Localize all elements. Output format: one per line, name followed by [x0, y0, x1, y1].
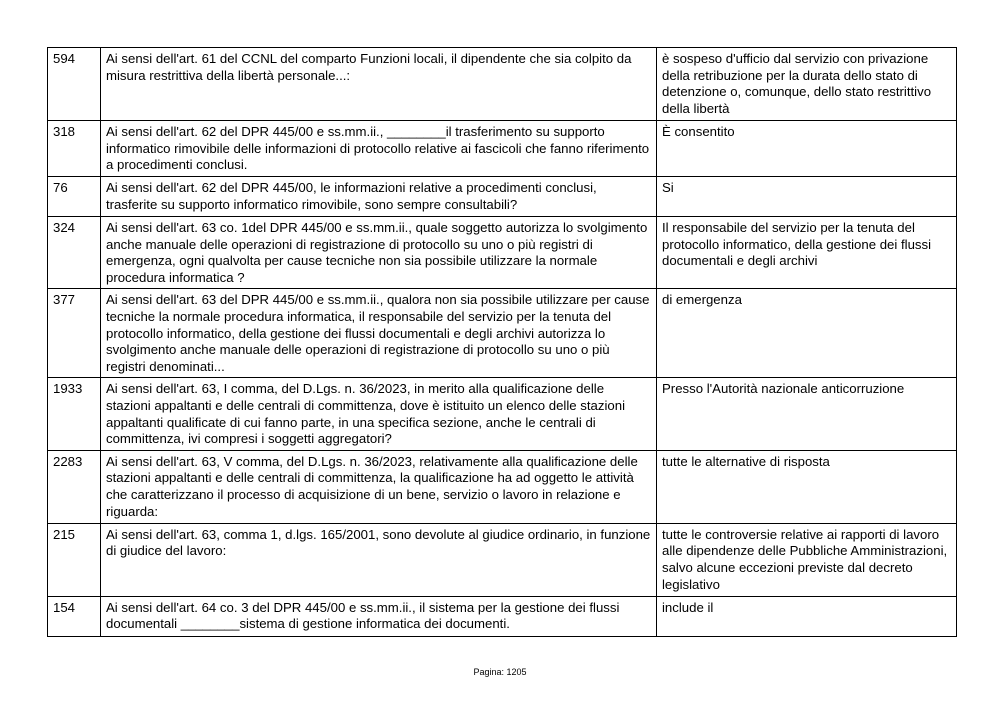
qa-table [47, 47, 957, 637]
row-answer: tutte le alternative di risposta [657, 450, 957, 523]
row-answer: di emergenza [657, 289, 957, 378]
row-answer: Il responsabile del servizio per la tenuta del protocollo informatico, della gestione dei flussi documentali e degli archivi [657, 217, 957, 289]
row-id: 377 [48, 289, 101, 378]
row-id: 2283 [48, 450, 101, 523]
table-row [48, 378, 957, 450]
row-answer: è sospeso d'ufficio dal servizio con privazione della retribuzione per la durata dello stato di detenzione o, comunque, dello stato restrittivo della libertà [657, 48, 957, 121]
table-row [48, 523, 957, 596]
table-row [48, 596, 957, 636]
row-id: 76 [48, 177, 101, 217]
row-answer: Presso l'Autorità nazionale anticorruzione [657, 378, 957, 450]
row-question: Ai sensi dell'art. 63, V comma, del D.Lgs. n. 36/2023, relativamente alla qualificazione delle stazioni appaltanti e delle centrali di committenza, la qualificazione ha ad oggetto le attività che caratterizzano il processo di acquisizione di un bene, servizio o lavoro in relazione e riguarda: [101, 450, 657, 523]
row-question: Ai sensi dell'art. 64 co. 3 del DPR 445/00 e ss.mm.ii., il sistema per la gestione dei flussi documentali ________sistema di gestione informatica dei documenti. [101, 596, 657, 636]
table-row [48, 121, 957, 177]
table-row [48, 177, 957, 217]
table-row [48, 48, 957, 121]
page-number: Pagina: 1205 [473, 667, 527, 677]
row-id: 154 [48, 596, 101, 636]
row-question: Ai sensi dell'art. 63, comma 1, d.lgs. 165/2001, sono devolute al giudice ordinario, in funzione di giudice del lavoro: [101, 523, 657, 596]
row-question: Ai sensi dell'art. 63 co. 1del DPR 445/00 e ss.mm.ii., quale soggetto autorizza lo svolgimento anche manuale delle operazioni di registrazione di protocollo su uno o più registri di emergenza, ogni qualvolta per cause tecniche non sia possibile utilizzare la normale procedura informatica ? [101, 217, 657, 289]
row-id: 324 [48, 217, 101, 289]
row-id: 318 [48, 121, 101, 177]
table-row [48, 217, 957, 289]
row-question: Ai sensi dell'art. 62 del DPR 445/00, le informazioni relative a procedimenti conclusi, trasferite su supporto informatico rimovibile, sono sempre consultabili? [101, 177, 657, 217]
row-question: Ai sensi dell'art. 63 del DPR 445/00 e ss.mm.ii., qualora non sia possibile utilizzare per cause tecniche la normale procedura informatica, il responsabile del servizio per la tenuta del protocollo informatico, della gestione dei flussi documentali e degli archivi autorizza lo svolgimento anche manuale delle operazioni di registrazione di protocollo su uno o più registri denominati... [101, 289, 657, 378]
row-question: Ai sensi dell'art. 62 del DPR 445/00 e ss.mm.ii., ________il trasferimento su supporto informatico rimovibile delle informazioni di protocollo relative ai fascicoli che fanno riferimento a procedimenti conclusi. [101, 121, 657, 177]
row-answer: tutte le controversie relative ai rapporti di lavoro alle dipendenze delle Pubbliche Amministrazioni, salvo alcune eccezioni previste dal decreto legislativo [657, 523, 957, 596]
row-answer: È consentito [657, 121, 957, 177]
row-id: 215 [48, 523, 101, 596]
row-question: Ai sensi dell'art. 63, I comma, del D.Lgs. n. 36/2023, in merito alla qualificazione delle stazioni appaltanti e delle centrali di committenza, dove è istituito un elenco delle stazioni appaltanti qualificate di cui fanno parte, in una specifica sezione, anche le centrali di committenza, ivi compresi i soggetti aggregatori? [101, 378, 657, 450]
table-row [48, 450, 957, 523]
row-answer: include il [657, 596, 957, 636]
row-id: 1933 [48, 378, 101, 450]
row-answer: Si [657, 177, 957, 217]
row-question: Ai sensi dell'art. 61 del CCNL del comparto Funzioni locali, il dipendente che sia colpito da misura restrittiva della libertà personale...: [101, 48, 657, 121]
row-id: 594 [48, 48, 101, 121]
table-row [48, 289, 957, 378]
